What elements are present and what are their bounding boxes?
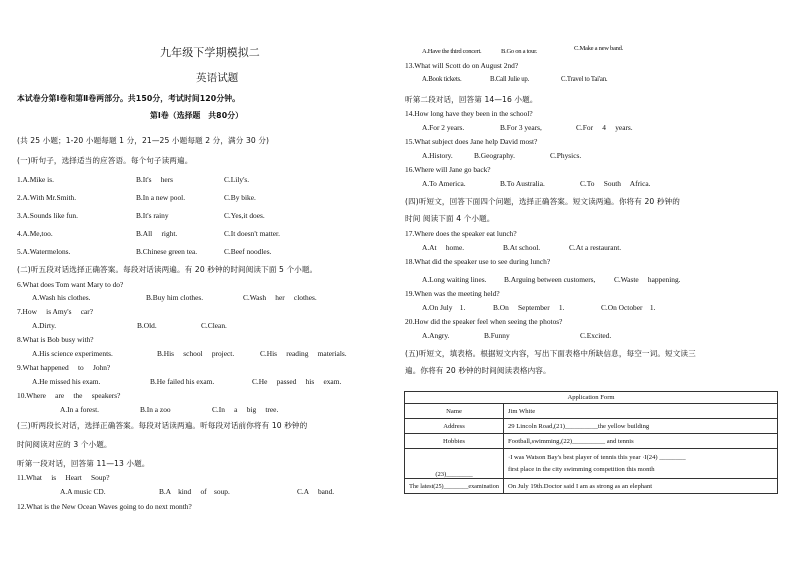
section3-heading-line2: 时间阅读对应的 3 个小题。 bbox=[17, 440, 112, 449]
option-14a: A.For 2 years. bbox=[422, 123, 465, 132]
option-6c: C.Wash her clothes. bbox=[243, 293, 317, 302]
form-value-examination: On July 19th.Doctor said I am as strong as an elephant bbox=[504, 479, 778, 494]
option-20c: C.Excited. bbox=[580, 331, 612, 340]
option-14c: C.For 4 years. bbox=[576, 123, 633, 132]
option-18a: A.Long waiting lines. bbox=[422, 275, 487, 284]
option-1c: C.Lily's. bbox=[224, 175, 250, 184]
question-17: 17.Where does the speaker eat lunch? bbox=[405, 229, 517, 238]
option-8b: B.His school project. bbox=[157, 349, 235, 358]
paper-subtitle: 英语试题 bbox=[196, 72, 239, 84]
option-8c: C.His reading materials. bbox=[260, 349, 347, 358]
option-5b: B.Chinese green tea. bbox=[136, 247, 198, 256]
option-16c: C.To South Africa. bbox=[580, 179, 651, 188]
option-8a: A.His science experiments. bbox=[32, 349, 113, 358]
section3-heading-line1: (三)听两段长对话，选择正确答案。每段对话读两遍。听每段对话前你将有 10 秒钟的 bbox=[17, 421, 308, 430]
option-15c: C.Physics. bbox=[550, 151, 582, 160]
option-10b: B.In a zoo bbox=[140, 405, 171, 414]
option-19a: A.On July 1. bbox=[422, 303, 466, 312]
option-9a: A.He missed his exam. bbox=[32, 377, 101, 386]
option-13a: A.Book tickets. bbox=[422, 76, 462, 83]
form-value-name: Jim White bbox=[504, 404, 778, 419]
option-9c: C.He passed his exam. bbox=[252, 377, 342, 386]
option-9b: B.He failed his exam. bbox=[150, 377, 215, 386]
option-10a: A.In a forest. bbox=[60, 405, 99, 414]
question-1: 1.A.Mike is. bbox=[17, 175, 54, 184]
option-10c: C.In a big tree. bbox=[212, 405, 279, 414]
option-11a: A.A music CD. bbox=[60, 487, 106, 496]
dialog2-instruction: 听第二段对话，回答第 14—16 小题。 bbox=[405, 95, 538, 104]
achievement-line-2: first place in the city swimming competition this month bbox=[508, 465, 655, 473]
dialog1-instruction: 听第一段对话，回答第 11—13 小题。 bbox=[17, 459, 150, 468]
option-18c: C.Waste happening. bbox=[614, 275, 681, 284]
question-13: 13.What will Scott do on August 2nd? bbox=[405, 61, 519, 70]
question-18: 18.What did the speaker use to see during lunch? bbox=[405, 257, 551, 266]
exam-notice: 本试卷分第Ⅰ卷和第Ⅱ卷两部分。共150分，考试时间120分钟。 bbox=[17, 94, 241, 103]
option-7a: A.Dirty. bbox=[32, 321, 57, 330]
option-15b: B.Geography. bbox=[474, 151, 515, 160]
form-label-name: Name bbox=[405, 404, 504, 419]
option-5c: C.Beef noodles. bbox=[224, 247, 272, 256]
question-5: 5.A.Watermelons. bbox=[17, 247, 71, 256]
option-13b: B.Call Julie up. bbox=[490, 76, 530, 83]
option-2c: C.By bike. bbox=[224, 193, 256, 202]
part1-title: 第Ⅰ卷（选择题 共80分） bbox=[150, 111, 244, 120]
score-note: (共 25 小题；1-20 小题每题 1 分，21—25 小题每题 2 分，满分 30 分) bbox=[17, 136, 270, 145]
question-12: 12.What is the New Ocean Waves going to do next month? bbox=[17, 502, 192, 511]
question-3: 3.A.Sounds like fun. bbox=[17, 211, 78, 220]
section5-heading-line1: (五)听短文，填表格。根据短文内容，写出下面表格中所缺信息，每空一词。短文读三 bbox=[405, 349, 696, 358]
option-1b: B.It's hers bbox=[136, 175, 174, 184]
question-10: 10.Where are the speakers? bbox=[17, 391, 121, 400]
section2-heading: (二)听五段对话选择正确答案。每段对话读两遍。有 20 秒钟的时间阅读下面 5 个小题。 bbox=[17, 265, 318, 274]
option-15a: A.History. bbox=[422, 151, 453, 160]
option-4c: C.It doesn't matter. bbox=[224, 229, 280, 238]
form-label-blank-23: (23)________ bbox=[405, 449, 504, 479]
question-7: 7.How is Amy's car? bbox=[17, 307, 94, 316]
option-17b: B.At school. bbox=[503, 243, 541, 252]
option-13c: C.Travel to Tai'an. bbox=[561, 76, 608, 83]
question-9: 9.What happened to John? bbox=[17, 363, 111, 372]
form-value-hobbies: Football,swimming,(22)__________ and tennis bbox=[504, 434, 778, 449]
option-18b: B.Arguing between customers, bbox=[504, 275, 596, 284]
option-19c: C.On October 1. bbox=[601, 303, 656, 312]
section1-heading: (一)听句子，选择适当的应答语。每个句子读两遍。 bbox=[17, 156, 193, 165]
option-7b: B.Old. bbox=[137, 321, 157, 330]
form-label-examination: The latest(25)________examination bbox=[405, 479, 504, 494]
option-20a: A.Angry. bbox=[422, 331, 450, 340]
option-12b: B.Go on a tour. bbox=[501, 48, 537, 55]
section5-heading-line2: 遍。你将有 20 秒钟的时间阅读表格内容。 bbox=[405, 366, 551, 375]
option-3c: C.Yes,it does. bbox=[224, 211, 265, 220]
option-19b: B.On September 1. bbox=[493, 303, 565, 312]
question-2: 2.A.With Mr.Smith. bbox=[17, 193, 77, 202]
option-4b: B.All right. bbox=[136, 229, 178, 238]
section4-heading-line2: 时间 阅读下面 4 个小题。 bbox=[405, 214, 495, 223]
achievement-line-1: ·I was Watson Bay's best player of tennis this year ·I(24) ________ bbox=[508, 453, 686, 461]
option-11b: B.A kind of soup. bbox=[159, 487, 230, 496]
option-2b: B.In a new pool. bbox=[136, 193, 186, 202]
form-label-address: Address bbox=[405, 419, 504, 434]
option-17c: C.At a restaurant. bbox=[569, 243, 622, 252]
question-14: 14.How long have they been in the school? bbox=[405, 109, 533, 118]
option-6b: B.Buy him clothes. bbox=[146, 293, 204, 302]
application-form-table bbox=[404, 391, 778, 494]
question-8: 8.What is Bob busy with? bbox=[17, 335, 94, 344]
question-6: 6.What does Tom want Mary to do? bbox=[17, 280, 124, 289]
section4-heading-line1: (四)听短文，回答下面四个问题，选择正确答案。短文读两遍。你将有 20 秒钟的 bbox=[405, 197, 680, 206]
paper-title: 九年级下学期模拟二 bbox=[160, 46, 260, 59]
option-14b: B.For 3 years, bbox=[500, 123, 542, 132]
option-12a: A.Have the third concert. bbox=[422, 48, 482, 55]
question-19: 19.When was the meeting held? bbox=[405, 289, 500, 298]
question-4: 4.A.Me,too. bbox=[17, 229, 53, 238]
form-label-hobbies: Hobbies bbox=[405, 434, 504, 449]
option-17a: A.At home. bbox=[422, 243, 465, 252]
question-20: 20.How did the speaker feel when seeing the photos? bbox=[405, 317, 563, 326]
form-title: Application Form bbox=[405, 392, 778, 404]
option-11c: C.A band. bbox=[297, 487, 335, 496]
question-15: 15.What subject does Jane help David most? bbox=[405, 137, 538, 146]
form-value-achievements bbox=[504, 449, 778, 479]
option-12c: C.Make a new band. bbox=[574, 45, 623, 52]
form-value-address: 29 Lincoln Road,(21)__________the yellow building bbox=[504, 419, 778, 434]
option-7c: C.Clean. bbox=[201, 321, 227, 330]
question-16: 16.Where will Jane go back? bbox=[405, 165, 491, 174]
option-6a: A.Wash his clothes. bbox=[32, 293, 91, 302]
option-16a: A.To America. bbox=[422, 179, 466, 188]
question-11: 11.What is Heart Soup? bbox=[17, 473, 110, 482]
option-16b: B.To Australia. bbox=[500, 179, 545, 188]
option-20b: B.Funny bbox=[484, 331, 510, 340]
option-3b: B.It's rainy bbox=[136, 211, 169, 220]
